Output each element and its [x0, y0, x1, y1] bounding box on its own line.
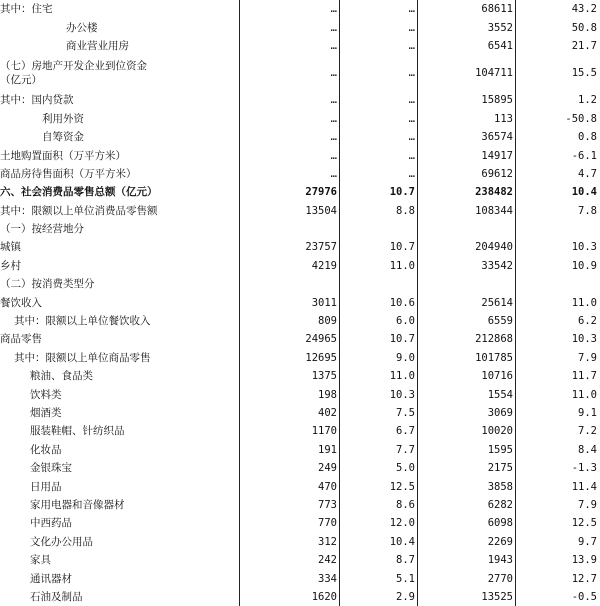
cumulative-growth-cell: 4.7: [578, 167, 597, 180]
cumulative-value-cell: 6559: [487, 315, 513, 328]
row-label-text: 办公楼: [66, 21, 98, 34]
table-row: [0, 18, 600, 36]
cumulative-value-cell: 2770: [487, 572, 513, 585]
table-row: [0, 404, 600, 422]
row-label-text: （二）按消费类型分: [0, 278, 95, 291]
month-growth-cell: 8.8: [396, 204, 415, 217]
row-label-text: （一）按经营地分: [0, 223, 84, 236]
row-label: [0, 422, 238, 440]
row-label-text: 金银珠宝: [30, 462, 72, 475]
cumulative-growth-cell: 9.1: [578, 407, 597, 419]
month-growth-cell: …: [408, 94, 415, 107]
month-value-cell: [240, 275, 337, 293]
month-growth-cell: 8.7: [396, 554, 415, 567]
cumulative-growth-cell: 8.4: [578, 443, 597, 456]
month-value-cell: 27976: [305, 186, 337, 199]
cumulative-value-cell: 101785: [475, 351, 513, 364]
row-label-text: 其中：限额以上单位消费品零售额: [0, 204, 158, 217]
row-label-unit: （亿元）: [0, 74, 42, 87]
month-value-cell: 402: [318, 407, 337, 419]
month-value-cell: 242: [318, 554, 337, 567]
cumulative-value-cell: 108344: [475, 204, 513, 217]
cumulative-growth-cell: [517, 220, 597, 238]
cumulative-growth-cell: 0.8: [578, 131, 597, 144]
table-row: [0, 275, 600, 293]
row-label-text: 其中：国内贷款: [0, 94, 74, 107]
cumulative-growth-cell: -0.5: [571, 590, 597, 603]
cumulative-value-cell: 10020: [481, 425, 513, 438]
row-label: [0, 404, 238, 422]
table-row: [0, 441, 600, 459]
cumulative-value-cell: 1554: [487, 388, 513, 401]
row-label: [0, 588, 238, 606]
month-value-cell: 24965: [305, 333, 337, 346]
cumulative-growth-cell: 6.2: [578, 315, 597, 328]
row-label-text: 商业营业用房: [66, 39, 129, 52]
cumulative-growth-cell: 1.2: [578, 94, 597, 107]
row-label: [0, 330, 238, 348]
table-row: [0, 202, 600, 220]
cumulative-value-cell: 212868: [475, 333, 513, 346]
month-value-cell: 249: [318, 462, 337, 475]
table-row: [0, 569, 600, 587]
table-row: [0, 183, 600, 201]
month-value-cell: 809: [318, 315, 337, 328]
table-row: [0, 477, 600, 495]
cumulative-growth-cell: 21.7: [571, 39, 597, 52]
table-row: [0, 128, 600, 146]
row-label-text: 利用外资: [42, 112, 84, 125]
cumulative-value-cell: 238482: [475, 186, 513, 199]
row-label: [0, 91, 238, 109]
cumulative-growth-cell: 10.4: [571, 186, 597, 199]
cumulative-value-cell: 104711: [475, 67, 513, 80]
month-value-cell: 198: [318, 388, 337, 401]
month-growth-cell: …: [408, 167, 415, 180]
row-label-text: 烟酒类: [30, 407, 62, 419]
table-row: [0, 588, 600, 606]
table-row: [0, 146, 600, 164]
row-label-text: 家具: [30, 554, 51, 567]
row-label: [0, 551, 238, 569]
row-label-text: 餐饮收入: [0, 296, 42, 309]
month-growth-cell: …: [408, 3, 415, 16]
row-label-text: 化妆品: [30, 443, 62, 456]
month-growth-cell: 10.7: [389, 333, 415, 346]
month-growth-cell: 12.0: [389, 517, 415, 530]
table-row: [0, 257, 600, 275]
row-label-text: （七）房地产开发企业到位资金: [0, 60, 147, 73]
row-label-text: 乡村: [0, 259, 21, 272]
month-value-cell: 312: [318, 535, 337, 548]
cumulative-growth-cell: 11.0: [571, 296, 597, 309]
table-row: [0, 55, 600, 91]
cumulative-value-cell: [419, 275, 513, 293]
cumulative-value-cell: 2269: [487, 535, 513, 548]
row-label: [0, 293, 238, 311]
month-growth-cell: 11.0: [389, 370, 415, 383]
row-label-text: 城镇: [0, 241, 21, 254]
cumulative-growth-cell: 11.7: [571, 370, 597, 383]
row-label: [0, 385, 238, 403]
table-row: [0, 533, 600, 551]
table-row: [0, 293, 600, 311]
month-growth-cell: 6.0: [396, 315, 415, 328]
row-label-text: 通讯器材: [30, 572, 72, 585]
row-label-text: 家用电器和音像器材: [30, 498, 125, 511]
table-row: [0, 220, 600, 238]
cumulative-growth-cell: 9.7: [578, 535, 597, 548]
cumulative-growth-cell: 12.7: [571, 572, 597, 585]
month-growth-cell: 8.6: [396, 498, 415, 511]
month-growth-cell: 2.9: [396, 590, 415, 603]
row-label: [0, 183, 238, 201]
month-growth-cell: 6.7: [396, 425, 415, 438]
row-label-text: 其中：限额以上单位餐饮收入: [14, 315, 151, 328]
row-label-text: 其中：限额以上单位商品零售: [14, 351, 151, 364]
month-value-cell: …: [330, 39, 337, 52]
cumulative-growth-cell: 15.5: [571, 67, 597, 80]
row-label: [0, 312, 238, 330]
cumulative-value-cell: 3552: [487, 21, 513, 34]
cumulative-value-cell: 6541: [487, 39, 513, 52]
row-label-text: 日用品: [30, 480, 62, 493]
cumulative-value-cell: 6098: [487, 517, 513, 530]
month-growth-cell: …: [408, 131, 415, 144]
month-growth-cell: 10.3: [389, 388, 415, 401]
row-label: [0, 459, 238, 477]
row-label: [0, 146, 238, 164]
month-growth-cell: 10.7: [389, 241, 415, 254]
row-label-text: 商品零售: [0, 333, 42, 346]
table-row: [0, 165, 600, 183]
table-row: [0, 422, 600, 440]
cumulative-growth-cell: [517, 275, 597, 293]
month-growth-cell: 10.4: [389, 535, 415, 548]
month-value-cell: …: [330, 131, 337, 144]
cumulative-value-cell: 6282: [487, 498, 513, 511]
cumulative-growth-cell: 50.8: [571, 21, 597, 34]
cumulative-growth-cell: 7.8: [578, 204, 597, 217]
cumulative-growth-cell: 13.9: [571, 554, 597, 567]
cumulative-value-cell: 36574: [481, 131, 513, 144]
month-value-cell: …: [330, 67, 337, 80]
row-label-text: 自筹资金: [42, 131, 84, 144]
month-growth-cell: [341, 275, 415, 293]
month-growth-cell: …: [408, 112, 415, 125]
row-label-text: 六、社会消费品零售总额（亿元）: [0, 186, 158, 199]
cumulative-growth-cell: 10.9: [571, 259, 597, 272]
cumulative-value-cell: 69612: [481, 167, 513, 180]
row-label-text: 文化办公用品: [30, 535, 93, 548]
month-growth-cell: …: [408, 149, 415, 162]
month-growth-cell: 10.6: [389, 296, 415, 309]
row-label: [0, 367, 238, 385]
cumulative-value-cell: 13525: [481, 590, 513, 603]
row-label-text: 服装鞋帽、针纺织品: [30, 425, 125, 438]
row-label: [0, 533, 238, 551]
row-label: [0, 349, 238, 367]
cumulative-value-cell: 3069: [487, 407, 513, 419]
table-row: [0, 514, 600, 532]
month-value-cell: 191: [318, 443, 337, 456]
cumulative-growth-cell: 12.5: [571, 517, 597, 530]
cumulative-value-cell: 1943: [487, 554, 513, 567]
month-value-cell: 12695: [305, 351, 337, 364]
row-label: [0, 496, 238, 514]
row-label-text: 粮油、食品类: [30, 370, 93, 383]
row-label-text: 石油及制品: [30, 590, 83, 603]
cumulative-value-cell: 204940: [475, 241, 513, 254]
cumulative-growth-cell: 7.9: [578, 498, 597, 511]
cumulative-value-cell: 10716: [481, 370, 513, 383]
row-label: [0, 0, 238, 18]
cumulative-value-cell: 15895: [481, 94, 513, 107]
month-value-cell: 3011: [311, 296, 337, 309]
table-row: [0, 496, 600, 514]
month-value-cell: 773: [318, 498, 337, 511]
month-growth-cell: 10.7: [389, 186, 415, 199]
row-label: [0, 55, 238, 91]
row-label: [0, 569, 238, 587]
cumulative-growth-cell: 7.9: [578, 351, 597, 364]
table-row: [0, 349, 600, 367]
cumulative-value-cell: 113: [494, 112, 513, 125]
month-value-cell: …: [330, 94, 337, 107]
month-growth-cell: 7.5: [396, 407, 415, 419]
cumulative-value-cell: 3858: [487, 480, 513, 493]
row-label-text: 土地购置面积（万平方米）: [0, 149, 126, 162]
row-label: [0, 202, 238, 220]
cumulative-value-cell: 1595: [487, 443, 513, 456]
table-row: [0, 37, 600, 55]
cumulative-value-cell: 25614: [481, 296, 513, 309]
month-growth-cell: …: [408, 39, 415, 52]
month-value-cell: 4219: [311, 259, 337, 272]
cumulative-value-cell: 68611: [481, 3, 513, 16]
month-growth-cell: 12.5: [389, 480, 415, 493]
table-row: [0, 0, 600, 18]
month-value-cell: …: [330, 112, 337, 125]
month-growth-cell: 7.7: [396, 443, 415, 456]
row-label: [0, 238, 238, 256]
month-value-cell: …: [330, 21, 337, 34]
cumulative-growth-cell: -6.1: [571, 149, 597, 162]
table-row: [0, 110, 600, 128]
row-label-text: 中西药品: [30, 517, 72, 530]
row-label: [0, 441, 238, 459]
month-value-cell: …: [330, 149, 337, 162]
month-growth-cell: …: [408, 67, 415, 80]
row-label-text: 其中：住宅: [0, 3, 53, 16]
month-value-cell: [240, 220, 337, 238]
row-label: [0, 37, 238, 55]
row-label: [0, 220, 238, 238]
table-row: [0, 551, 600, 569]
cumulative-growth-cell: 10.3: [571, 333, 597, 346]
month-growth-cell: 9.0: [396, 351, 415, 364]
month-value-cell: 1170: [311, 425, 337, 438]
cumulative-growth-cell: 43.2: [571, 3, 597, 16]
month-value-cell: 1620: [311, 590, 337, 603]
row-label: [0, 110, 238, 128]
cumulative-value-cell: 14917: [481, 149, 513, 162]
cumulative-value-cell: 33542: [481, 259, 513, 272]
cumulative-growth-cell: -1.3: [571, 462, 597, 475]
month-growth-cell: [341, 220, 415, 238]
row-label-text: 商品房待售面积（万平方米）: [0, 167, 137, 180]
month-value-cell: 13504: [305, 204, 337, 217]
month-value-cell: 470: [318, 480, 337, 493]
cumulative-growth-cell: 11.4: [571, 480, 597, 493]
month-growth-cell: 5.1: [396, 572, 415, 585]
month-value-cell: 1375: [311, 370, 337, 383]
table-row: [0, 367, 600, 385]
row-label: [0, 275, 238, 293]
cumulative-growth-cell: 7.2: [578, 425, 597, 438]
month-value-cell: …: [330, 167, 337, 180]
cumulative-value-cell: [419, 220, 513, 238]
table-row: [0, 91, 600, 109]
row-label: [0, 514, 238, 532]
month-value-cell: …: [330, 3, 337, 16]
cumulative-value-cell: 2175: [487, 462, 513, 475]
table-row: [0, 459, 600, 477]
row-label: [0, 165, 238, 183]
cumulative-growth-cell: 11.0: [571, 388, 597, 401]
month-growth-cell: 5.0: [396, 462, 415, 475]
row-label: [0, 477, 238, 495]
table-row: [0, 330, 600, 348]
row-label-text: 饮料类: [30, 388, 62, 401]
month-growth-cell: …: [408, 21, 415, 34]
table-row: [0, 312, 600, 330]
month-value-cell: 334: [318, 572, 337, 585]
row-label: [0, 128, 238, 146]
row-label: [0, 18, 238, 36]
month-value-cell: 23757: [305, 241, 337, 254]
cumulative-growth-cell: -50.8: [565, 112, 597, 125]
cumulative-growth-cell: 10.3: [571, 241, 597, 254]
table-row: [0, 385, 600, 403]
table-row: [0, 238, 600, 256]
month-growth-cell: 11.0: [389, 259, 415, 272]
row-label: [0, 257, 238, 275]
month-value-cell: 770: [318, 517, 337, 530]
